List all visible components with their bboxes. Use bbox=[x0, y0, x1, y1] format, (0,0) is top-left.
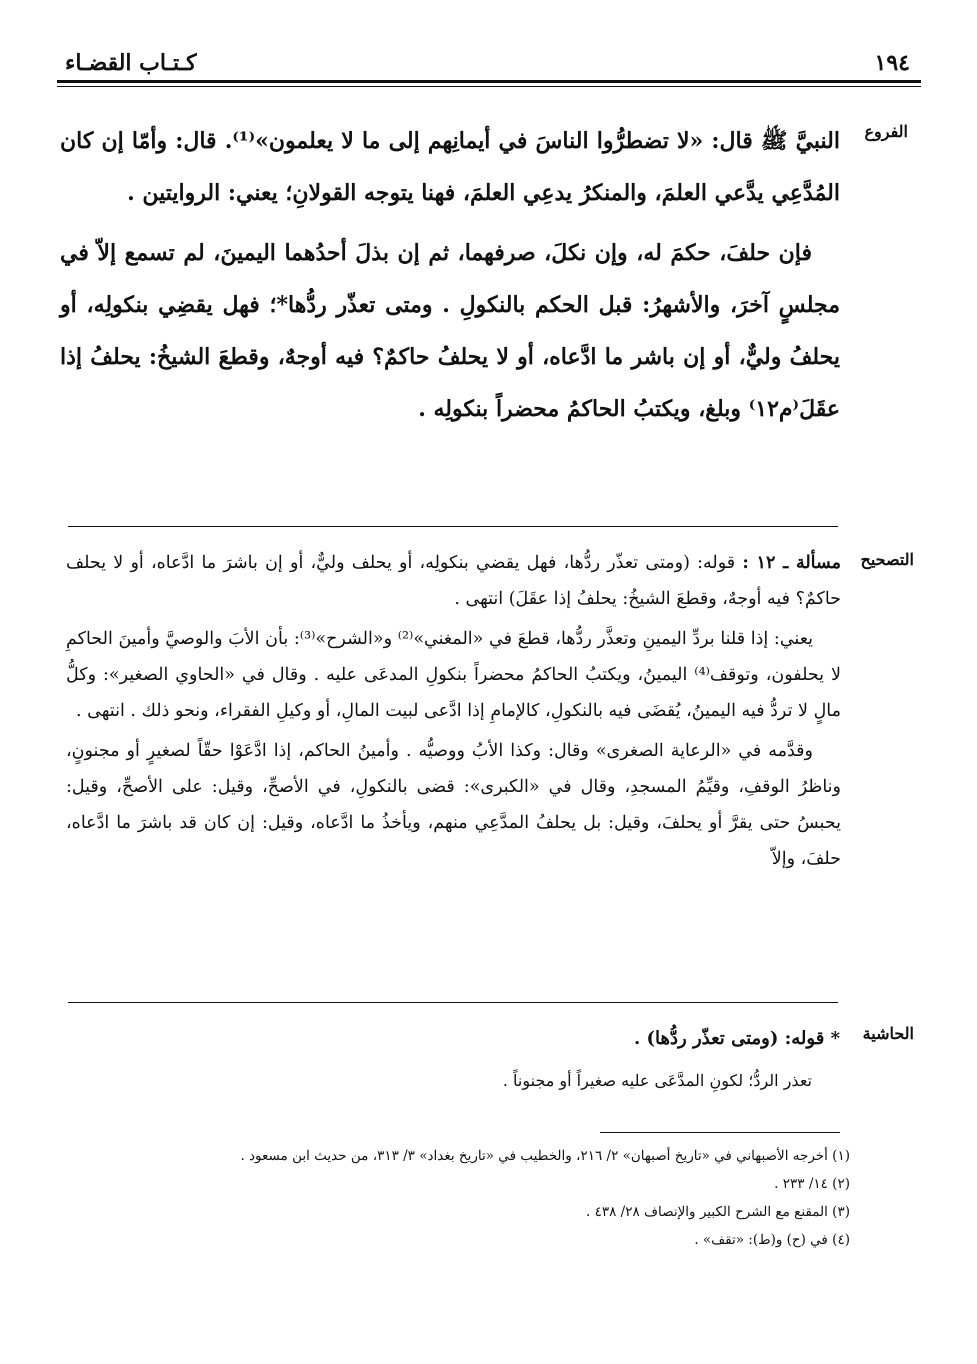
tashih-lead: مسألة ـ ١٢ : bbox=[742, 553, 841, 573]
section-divider bbox=[68, 526, 838, 527]
page-number: ١٩٤ bbox=[874, 50, 910, 76]
section-label-furu: الفروع bbox=[864, 122, 908, 141]
footnotes bbox=[70, 1142, 850, 1254]
section-tashih bbox=[66, 545, 841, 877]
footnote-3: (٣) المقنع مع الشرح الكبير والإنصاف ٢٨/ ٤٣٨ . bbox=[586, 1204, 850, 1220]
page-header bbox=[60, 42, 920, 76]
footnote-divider bbox=[600, 1132, 840, 1133]
section-label-hashiya: الحاشية bbox=[862, 1024, 914, 1043]
tashih-paragraph-1 bbox=[66, 545, 841, 617]
furu-paragraph-2: فإن حلفَ، حكمَ له، وإن نكلَ، صرفهما، ثم إن بذلَ أحدُهما اليمينَ، لم تسمع إلاّ في مجلسٍ آخرَ، والأشهرُ: قبل الحكم بالنكولِ . ومتى تعذّر ردُّها*؛ فهل يقضِي بنكولِه، أو يحلفُ وليٌّ، أو إن باشر ما ادَّعاه، أو لا يحلفُ حاكمٌ؟ فيه أوجهٌ، وقطعَ الشيخُ: يحلفُ إذا عقَلَ⁽م١٢⁾ وبلغ، ويكتبُ الحاكمُ محضراً بنكولِه . bbox=[60, 240, 840, 422]
section-hashiya bbox=[150, 1022, 840, 1098]
book-title: كـتـاب القضـاء bbox=[65, 50, 197, 76]
section-label-tashih: التصحيح bbox=[860, 550, 914, 569]
footnote-2: (٢) ١٤/ ٢٣٣ . bbox=[774, 1176, 850, 1192]
tashih-paragraph-2: يعني: إذا قلنا بردِّ اليمينِ وتعذَّر ردُّها، قطعَ في «المغني»⁽²⁾ و«الشرح»⁽³⁾: بأن الأبَ والوصيَّ وأمينَ الحاكمِ لا يحلفون، وتوقف⁽⁴⁾ اليمينُ، ويكتبُ الحاكمُ محضراً بنكولِ المدعَى عليه . وقال في «الحاوي الصغير»: وكلُّ مالٍ لا تردُّ فيه اليمينُ، يُقضَى فيه بالنكولِ، كالإمامِ إذا ادَّعى لبيت المالِ، أو وكيلِ الفقراء، ونحو ذلك . انتهى . bbox=[66, 629, 841, 721]
footnote-4: (٤) في (ح) و(ط): «تقف» . bbox=[694, 1232, 850, 1248]
footnote-1: (١) أخرجه الأصبهاني في «تاريخ أصبهان» ٢/ ٢١٦، والخطيب في «تاريخ بغداد» ٣/ ٣١٣، من حديث ابن مسعود . bbox=[240, 1148, 850, 1164]
tashih-paragraph-1-text: قوله: (ومتى تعذّر ردُّها، فهل يقضي بنكولِه، أو يحلف وليٌّ، أو إن باشرَ ما ادَّعاه، أو لا يحلف حاكمٌ؟ فيه أوجهٌ، وقطعَ الشيخُ: يحلفُ إذا عقَلَ) انتهى . bbox=[66, 553, 841, 609]
furu-paragraph-1: النبيَّ ﷺ قال: «لا تضطرُّوا الناسَ في أيمانِهم إلى ما لا يعلمون»⁽¹⁾. قال: وأمّا إن كان المُدَّعِي يدَّعي العلمَ، والمنكرُ يدعِي العلمَ، فهنا يتوجه القولانِ؛ يعني: الروايتين . bbox=[60, 128, 841, 206]
hashiya-text: تعذر الردُّ؛ لكونِ المدَّعَى عليه صغيراً أو مجنوناً . bbox=[502, 1071, 812, 1090]
hashiya-heading: * قوله: (ومتى تعذّر ردُّها) . bbox=[633, 1028, 840, 1049]
header-rule bbox=[57, 80, 921, 87]
section-divider bbox=[68, 1002, 838, 1003]
section-furu bbox=[60, 115, 840, 435]
tashih-paragraph-3: وقدَّمه في «الرعاية الصغرى» وقال: وكذا الأبُ ووصيُّه . وأمينُ الحاكم، إذا ادَّعَوْا حقّاً لصغيرٍ أو مجنونٍ، وناظرُ الوقفِ، وقيِّمُ المسجدِ، وقال في «الكبرى»: قضى بالنكولِ، في الأصحِّ، وقيل: على الأصحِّ، وقيل: يحبسُ حتى يقرَّ أو يحلفَ، وقيل: بل يحلفُ المدَّعِي منهم، ويأخذُ ما ادَّعاه، وقيل: إن كان قد باشرَ ما ادَّعاه، حلفَ، وإلاّ bbox=[66, 741, 841, 869]
